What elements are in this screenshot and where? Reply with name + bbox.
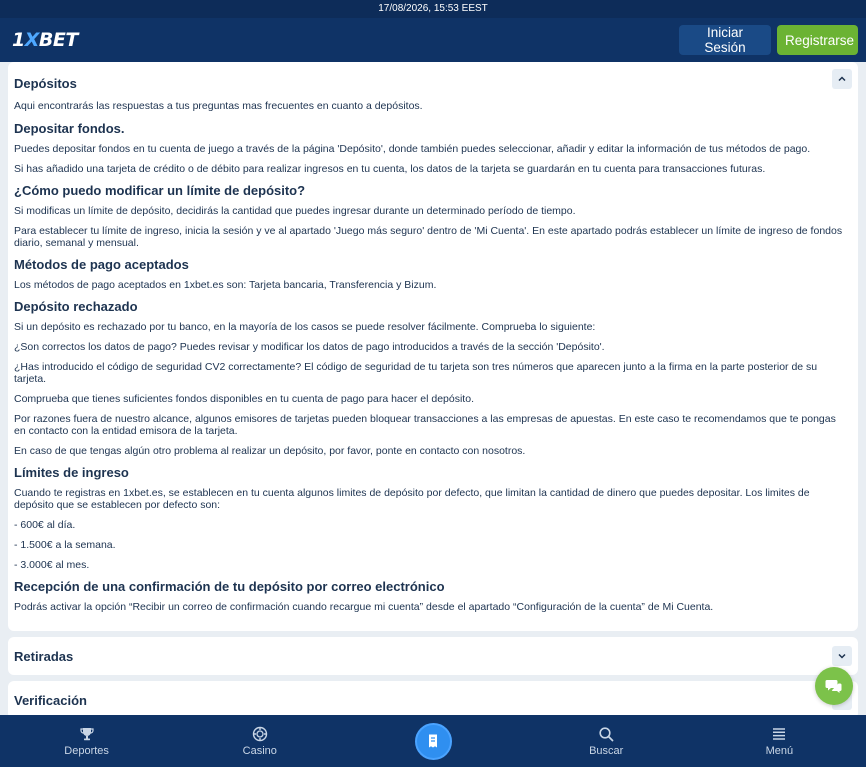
nav-menu[interactable] xyxy=(693,715,866,767)
trophy-icon xyxy=(79,726,95,742)
chat-icon xyxy=(825,677,843,695)
nav-label: Deportes xyxy=(64,744,109,757)
faq-block xyxy=(14,121,846,175)
faq-question: ¿Cómo puedo modificar un límite de depósito? xyxy=(14,183,306,198)
status-datetime: 17/08/2026, 15:53 EEST xyxy=(378,3,488,14)
faq-answer: Puedes depositar fondos en tu cuenta de juego a través de la página 'Depósito', donde también puedes seleccionar, añadir y editar la información de tus métodos de pago. xyxy=(14,143,811,155)
faq-question: Métodos de pago aceptados xyxy=(14,257,189,272)
logo-prefix: 1 xyxy=(12,29,25,51)
faq-answer: En caso de que tengas algún otro problema al realizar un depósito, por favor, ponte en contacto con nosotros. xyxy=(14,445,526,457)
nav-deportes[interactable] xyxy=(0,715,173,767)
nav-casino[interactable] xyxy=(173,715,346,767)
logo-x: X xyxy=(24,29,39,51)
faq-block xyxy=(14,579,846,613)
faq-answer: ¿Has introducido el código de seguridad CV2 correctamente? El código de seguridad de tu tarjeta son tres números que aparecen junto a la firma en la parte posterior de su tarjeta. xyxy=(14,361,818,385)
faq-question: Depósito rechazado xyxy=(14,299,138,314)
nav-label: Casino xyxy=(242,744,277,757)
faq-answer: Podrás activar la opción “Recibir un correo de confirmación cuando recargue mi cuenta” desde el apartado “Configuración de la cuenta” de Mi Cuenta. xyxy=(14,601,714,613)
faq-answer: Si modificas un límite de depósito, decidirás la cantidad que puedes ingresar durante un determinado período de tiempo. xyxy=(14,205,576,217)
chip-icon xyxy=(252,726,268,742)
faq-question: Límites de ingreso xyxy=(14,465,129,480)
search-icon xyxy=(598,726,614,742)
faq-block xyxy=(14,299,846,457)
faq-question: Depositar fondos. xyxy=(14,121,125,136)
faq-answer: Comprueba que tienes suficientes fondos disponibles en tu cuenta de pago para hacer el depósito. xyxy=(14,393,474,405)
nav-label: Menú xyxy=(765,744,794,757)
faq-answer: Los métodos de pago aceptados en 1xbet.es son: Tarjeta bancaria, Transferencia y Bizum. xyxy=(14,279,437,291)
app-header xyxy=(0,18,866,62)
chevron-up-icon xyxy=(837,74,847,84)
register-button[interactable]: Registrarse xyxy=(777,25,858,55)
faq-card-title[interactable]: Verificación xyxy=(14,692,87,708)
faq-card-depositos xyxy=(8,62,858,631)
coupon-button[interactable] xyxy=(415,723,452,760)
login-button[interactable]: Iniciar Sesión xyxy=(679,25,771,55)
faq-card-retiradas[interactable] xyxy=(8,637,858,675)
menu-icon xyxy=(771,726,787,742)
faq-intro: Aqui encontrarás las respuestas a tus preguntas mas frecuentes en cuanto a depósitos. xyxy=(14,100,423,112)
expand-toggle[interactable] xyxy=(832,646,852,666)
faq-card-title[interactable]: Retiradas xyxy=(14,648,74,664)
nav-coupon[interactable] xyxy=(346,715,519,767)
faq-card-verificacion[interactable] xyxy=(8,681,858,715)
faq-block xyxy=(14,465,846,571)
faq-block xyxy=(14,183,846,249)
faq-content[interactable] xyxy=(0,62,866,715)
faq-answer: Para establecer tu límite de ingreso, inicia la sesión y ve al apartado 'Juego más seguro' dentro de 'Mi Cuenta'. En este apartado podrás establecer un límite de ingreso de fondos diario, semanal y mensual. xyxy=(14,225,843,249)
faq-answer: - 600€ al día. xyxy=(14,519,76,531)
logo-suffix: BET xyxy=(38,29,78,51)
faq-card-title[interactable]: Depósitos xyxy=(14,76,77,91)
faq-answer: Si has añadido una tarjeta de crédito o de débito para realizar ingresos en tu cuenta, los datos de la tarjeta se guardarán en tu cuenta para transacciones futuras. xyxy=(14,163,766,175)
chevron-down-icon xyxy=(837,651,847,661)
faq-answer: Si un depósito es rechazado por tu banco, en la mayoría de los casos se puede resolver fácilmente. Comprueba lo siguiente: xyxy=(14,321,596,333)
faq-answer: Por razones fuera de nuestro alcance, algunos emisores de tarjetas pueden bloquear transacciones a las empresas de apuestas. En este caso te recomendamos que te pongas en contacto con la entidad emisora de la tarjeta. xyxy=(14,413,836,437)
chat-button[interactable] xyxy=(815,667,853,705)
faq-answer: - 1.500€ a la semana. xyxy=(14,539,116,551)
status-bar xyxy=(0,0,866,18)
coupon-icon xyxy=(425,733,441,749)
faq-answer: Cuando te registras en 1xbet.es, se establecen en tu cuenta algunos limites de depósito por defecto, que limitan la cantidad de dinero que puedes depositar. Los limites de depósito que se establecen por defecto son: xyxy=(14,487,810,511)
nav-label: Buscar xyxy=(589,744,624,757)
bottom-nav xyxy=(0,715,866,767)
nav-buscar[interactable] xyxy=(520,715,693,767)
header-actions xyxy=(679,25,858,55)
faq-answer: - 3.000€ al mes. xyxy=(14,559,90,571)
brand-logo[interactable] xyxy=(12,29,78,51)
faq-block xyxy=(14,257,846,291)
collapse-toggle[interactable] xyxy=(832,69,852,89)
faq-question: Recepción de una confirmación de tu depósito por correo electrónico xyxy=(14,579,445,594)
faq-answer: ¿Son correctos los datos de pago? Puedes revisar y modificar los datos de pago introducidos a través de la sección 'Depósito'. xyxy=(14,341,605,353)
